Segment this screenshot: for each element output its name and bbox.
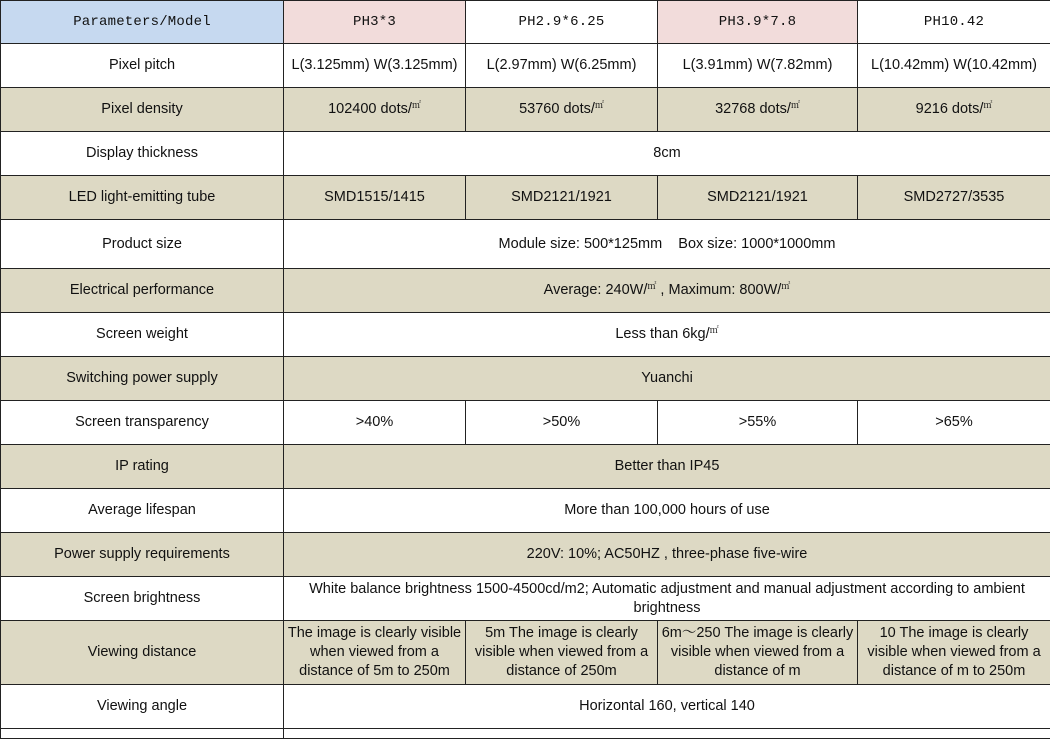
row-label: Pixel density [1,88,284,132]
cell-value: SMD2121/1921 [658,176,858,220]
cell-value: SMD2727/3535 [858,176,1050,220]
cell-value: Yuanchi [284,357,1050,401]
cell-value: Module size: 500*125mm Box size: 1000*1000mm [284,220,1050,269]
row-label: Power supply requirements [1,533,284,577]
cell-value: L(2.97mm) W(6.25mm) [466,44,658,88]
cell-value: Average: 240W/㎡ , Maximum: 800W/㎡ [284,269,1050,313]
model-ph3x3: PH3*3 [284,1,466,44]
row-label: Switching power supply [1,357,284,401]
header-row [1,1,1050,44]
model-ph2-9x6-25: PH2.9*6.25 [466,1,658,44]
row-electrical [1,269,1050,313]
cell-value: 6m～250 The image is clearly visible when viewed from a distance of m [658,621,858,685]
cell-value: L(10.42mm) W(10.42mm) [858,44,1050,88]
row-power-requirements [1,533,1050,577]
cell-value: 53760 dots/㎡ [466,88,658,132]
row-label: Viewing angle [1,685,284,729]
row-label: Average lifespan [1,489,284,533]
cell-value: 102400 dots/㎡ [284,88,466,132]
cell-value: White balance brightness 1500-4500cd/m2; Automatic adjustment and manual adjustment according to ambient brightness [284,577,1050,621]
cell-value: >40% [284,401,466,445]
cell-value: >55% [658,401,858,445]
row-label: Display thickness [1,132,284,176]
model-ph10-42: PH10.42 [858,1,1050,44]
header-corner: Parameters/Model [1,1,284,44]
cell-value [284,729,1050,739]
cell-value: Less than 6kg/㎡ [284,313,1050,357]
cell-value: More than 100,000 hours of use [284,489,1050,533]
row-lifespan [1,489,1050,533]
row-label: Product size [1,220,284,269]
row-pixel-density [1,88,1050,132]
row-product-size [1,220,1050,269]
row-partial [1,729,1050,739]
row-viewing-distance [1,621,1050,685]
cell-value: 32768 dots/㎡ [658,88,858,132]
row-display-thickness [1,132,1050,176]
row-label: Screen brightness [1,577,284,621]
row-pixel-pitch [1,44,1050,88]
cell-value: SMD1515/1415 [284,176,466,220]
row-power-supply [1,357,1050,401]
row-label: Pixel pitch [1,44,284,88]
cell-value: Better than IP45 [284,445,1050,489]
row-brightness [1,577,1050,621]
cell-value: 8cm [284,132,1050,176]
row-label: Electrical performance [1,269,284,313]
row-label: IP rating [1,445,284,489]
row-label: LED light-emitting tube [1,176,284,220]
row-label [1,729,284,739]
cell-value: >50% [466,401,658,445]
row-transparency [1,401,1050,445]
row-label: Screen weight [1,313,284,357]
cell-value: 10 The image is clearly visible when viewed from a distance of m to 250m [858,621,1050,685]
cell-value: The image is clearly visible when viewed from a distance of 5m to 250m [284,621,466,685]
cell-value: 5m The image is clearly visible when viewed from a distance of 250m [466,621,658,685]
row-ip-rating [1,445,1050,489]
cell-value: 220V: 10%; AC50HZ , three-phase five-wire [284,533,1050,577]
cell-value: SMD2121/1921 [466,176,658,220]
cell-value: 9216 dots/㎡ [858,88,1050,132]
row-led-tube [1,176,1050,220]
cell-value: L(3.91mm) W(7.82mm) [658,44,858,88]
cell-value: L(3.125mm) W(3.125mm) [284,44,466,88]
row-viewing-angle [1,685,1050,729]
cell-value: Horizontal 160, vertical 140 [284,685,1050,729]
model-ph3-9x7-8: PH3.9*7.8 [658,1,858,44]
row-label: Screen transparency [1,401,284,445]
row-label: Viewing distance [1,621,284,685]
cell-value: >65% [858,401,1050,445]
row-screen-weight [1,313,1050,357]
